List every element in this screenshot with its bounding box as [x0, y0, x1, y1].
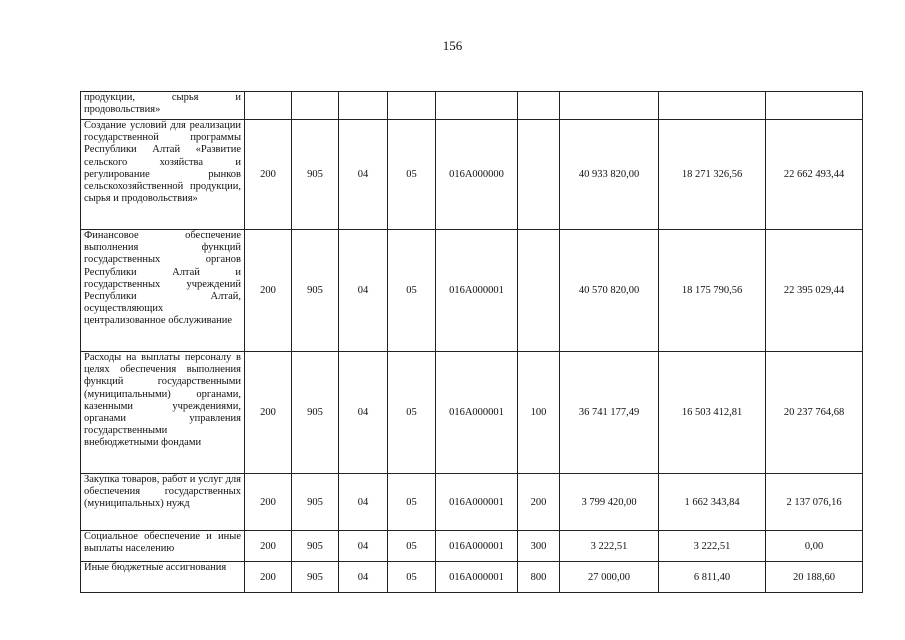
cell-planned-amount: 40 933 820,00: [560, 120, 659, 230]
cell-target-article: 016A000001: [436, 531, 518, 562]
cell-executed-amount: 16 503 412,81: [659, 352, 766, 474]
row-name: продукции, сырья и продовольствия»: [81, 92, 245, 120]
cell-target-article: 016A000001: [436, 352, 518, 474]
cell-expense-type: [518, 230, 560, 352]
cell-executed-amount: 18 271 326,56: [659, 120, 766, 230]
cell-section: 04: [339, 120, 388, 230]
table-row: [81, 92, 863, 120]
cell-planned-amount: 3 222,51: [560, 531, 659, 562]
page-number: 156: [442, 38, 463, 53]
cell-expense-type: 800: [518, 562, 560, 593]
cell-ministry-code: 905: [292, 562, 339, 593]
cell-admin-code: 200: [245, 474, 292, 531]
cell-planned-amount: [560, 92, 659, 120]
cell-target-article: 016A000000: [436, 120, 518, 230]
cell-planned-amount: 3 799 420,00: [560, 474, 659, 531]
row-name: Финансовое обеспечение выполнения функций государственных органов Республики Алтай и государственных учреждений Республики Алтай, осуществляющих централизованное обслуживание: [81, 230, 245, 352]
cell-ministry-code: 905: [292, 120, 339, 230]
cell-subsection: 05: [388, 230, 436, 352]
cell-section: 04: [339, 230, 388, 352]
cell-subsection: [388, 92, 436, 120]
cell-target-article: [436, 92, 518, 120]
cell-ministry-code: 905: [292, 474, 339, 531]
cell-remaining-amount: 22 395 029,44: [766, 230, 863, 352]
cell-subsection: 05: [388, 562, 436, 593]
table-row: [81, 230, 863, 352]
row-name: Социальное обеспечение и иные выплаты населению: [81, 531, 245, 562]
row-name: Иные бюджетные ассигнования: [81, 562, 245, 593]
cell-target-article: 016A000001: [436, 562, 518, 593]
cell-admin-code: 200: [245, 120, 292, 230]
cell-admin-code: 200: [245, 352, 292, 474]
cell-executed-amount: [659, 92, 766, 120]
cell-expense-type: [518, 120, 560, 230]
cell-admin-code: 200: [245, 531, 292, 562]
cell-remaining-amount: 22 662 493,44: [766, 120, 863, 230]
cell-subsection: 05: [388, 531, 436, 562]
cell-planned-amount: 36 741 177,49: [560, 352, 659, 474]
cell-expense-type: 200: [518, 474, 560, 531]
table-row: [81, 531, 863, 562]
cell-executed-amount: 3 222,51: [659, 531, 766, 562]
table-row: [81, 352, 863, 474]
cell-executed-amount: 6 811,40: [659, 562, 766, 593]
cell-expense-type: [518, 92, 560, 120]
cell-expense-type: 300: [518, 531, 560, 562]
cell-subsection: 05: [388, 352, 436, 474]
table-row: [81, 562, 863, 593]
cell-section: 04: [339, 352, 388, 474]
cell-remaining-amount: [766, 92, 863, 120]
cell-remaining-amount: 20 237 764,68: [766, 352, 863, 474]
cell-section: 04: [339, 474, 388, 531]
cell-section: 04: [339, 531, 388, 562]
cell-admin-code: 200: [245, 562, 292, 593]
table-row: [81, 474, 863, 531]
cell-subsection: 05: [388, 474, 436, 531]
cell-executed-amount: 18 175 790,56: [659, 230, 766, 352]
cell-planned-amount: 27 000,00: [560, 562, 659, 593]
cell-remaining-amount: 20 188,60: [766, 562, 863, 593]
cell-section: 04: [339, 562, 388, 593]
row-name: Расходы на выплаты персоналу в целях обеспечения выполнения функций государственными (муниципальными) органами, казенными учреждениями, органами управления государственными внебюджетными фондами: [81, 352, 245, 474]
table-row: [81, 120, 863, 230]
cell-ministry-code: 905: [292, 531, 339, 562]
cell-ministry-code: 905: [292, 230, 339, 352]
cell-remaining-amount: 2 137 076,16: [766, 474, 863, 531]
cell-admin-code: [245, 92, 292, 120]
cell-subsection: 05: [388, 120, 436, 230]
cell-executed-amount: 1 662 343,84: [659, 474, 766, 531]
cell-remaining-amount: 0,00: [766, 531, 863, 562]
cell-admin-code: 200: [245, 230, 292, 352]
row-name: Закупка товаров, работ и услуг для обеспечения государственных (муниципальных) нужд: [81, 474, 245, 531]
cell-target-article: 016A000001: [436, 474, 518, 531]
row-name: Создание условий для реализации государственной программы Республики Алтай «Развитие сельского хозяйства и регулирование рынков сельскохозяйственной продукции, сырья и продовольствия»: [81, 120, 245, 230]
cell-section: [339, 92, 388, 120]
cell-planned-amount: 40 570 820,00: [560, 230, 659, 352]
budget-table: [80, 91, 863, 593]
cell-expense-type: 100: [518, 352, 560, 474]
cell-ministry-code: [292, 92, 339, 120]
cell-target-article: 016A000001: [436, 230, 518, 352]
cell-ministry-code: 905: [292, 352, 339, 474]
